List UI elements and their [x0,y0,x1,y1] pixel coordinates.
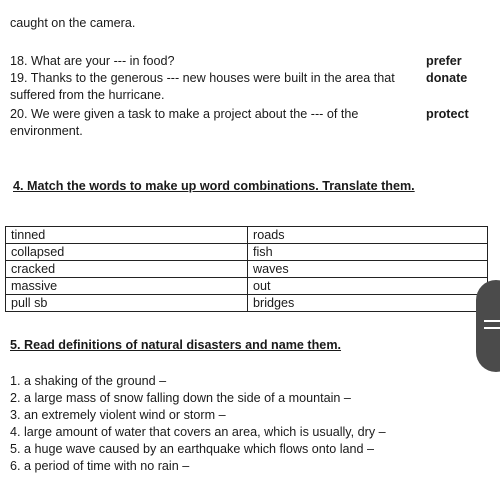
table-cell: collapsed [6,244,248,261]
table-row [6,244,488,261]
table-row [6,278,488,295]
table-cell: roads [248,227,488,244]
question-19: 19. Thanks to the generous --- new houses were built in the area that suffered from the hurricane. [10,71,395,102]
question-18: 18. What are your --- in food? [10,54,175,68]
table-row [6,295,488,312]
table-cell: waves [248,261,488,278]
table-cell: bridges [248,295,488,312]
table-cell: fish [248,244,488,261]
table-cell: massive [6,278,248,295]
table-cell: pull sb [6,295,248,312]
keyword-18: prefer [426,54,462,68]
list-item: 5. a huge wave caused by an earthquake which flows onto land – [10,442,375,456]
task-5-title: 5. Read definitions of natural disasters and name them. [10,338,342,352]
table-cell: out [248,278,488,295]
table-cell: tinned [6,227,248,244]
table-row [6,261,488,278]
table-row [6,227,488,244]
list-item: 6. a period of time with no rain – [10,459,190,473]
list-item: 4. large amount of water that covers an area, which is usually, dry – [10,425,386,439]
keyword-19: donate [426,71,468,85]
list-item: 3. an extremely violent wind or storm – [10,408,226,422]
list-item: 2. a large mass of snow falling down the side of a mountain – [10,391,351,405]
keyword-20: protect [426,107,469,121]
task-4-title: 4. Match the words to make up word combinations. Translate them. [13,179,415,193]
question-20: 20. We were given a task to make a project about the --- of the environment. [10,107,359,138]
match-table [5,226,488,312]
floating-scroll-button[interactable] [476,280,500,372]
list-item: 1. a shaking of the ground – [10,374,167,388]
table-cell: cracked [6,261,248,278]
text-fragment: caught on the camera. [10,16,136,30]
